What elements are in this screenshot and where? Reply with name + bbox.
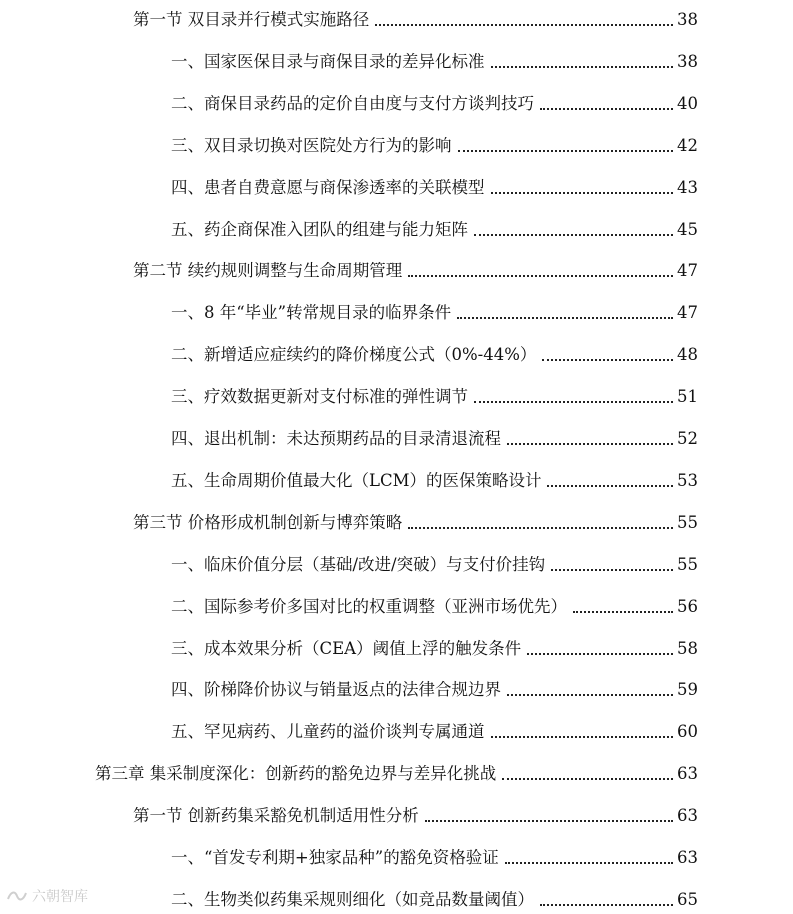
toc-entry-section[interactable] xyxy=(133,258,698,284)
toc-entry-page-number: 48 xyxy=(677,345,698,364)
toc-entry-page-number: 45 xyxy=(677,220,698,239)
dot-leader xyxy=(542,359,673,361)
toc-entry-title: 三、双目录切换对医院处方行为的影响 xyxy=(171,136,452,155)
toc-entry-page-number: 52 xyxy=(677,429,698,448)
toc-entry-page-number: 47 xyxy=(677,303,698,322)
dot-leader xyxy=(474,401,673,403)
toc-entry-title: 二、国际参考价多国对比的权重调整（亚洲市场优先） xyxy=(171,597,567,616)
toc-entry-page-number: 60 xyxy=(677,722,698,741)
toc-entry-chapter[interactable] xyxy=(95,761,698,787)
dot-leader xyxy=(425,820,673,822)
toc-entry-item[interactable] xyxy=(171,175,698,201)
toc-entry-item[interactable] xyxy=(171,217,698,243)
toc-entry-section[interactable] xyxy=(133,803,698,829)
toc-entry-title: 一、国家医保目录与商保目录的差异化标准 xyxy=(171,52,485,71)
toc-entry-item[interactable] xyxy=(171,887,698,913)
toc-entry-section[interactable] xyxy=(133,510,698,536)
toc-entry-title: 一、临床价值分层（基础/改进/突破）与支付价挂钩 xyxy=(171,555,546,574)
toc-entry-page-number: 59 xyxy=(677,680,698,699)
dot-leader xyxy=(540,904,673,906)
dot-leader xyxy=(457,317,673,319)
toc-entry-title: 二、生物类似药集采规则细化（如竞品数量阈值） xyxy=(171,890,534,909)
toc-entry-page-number: 55 xyxy=(677,555,698,574)
toc-entry-title: 一、8 年“毕业”转常规目录的临界条件 xyxy=(171,303,452,322)
watermark-text: 六朝智库 xyxy=(32,889,88,905)
toc-entry-title: 二、新增适应症续约的降价梯度公式（0%-44%） xyxy=(171,345,537,364)
toc-entry-item[interactable] xyxy=(171,426,698,452)
toc-entry-page-number: 56 xyxy=(677,597,698,616)
toc-entry-item[interactable] xyxy=(171,49,698,75)
dot-leader xyxy=(547,485,673,487)
dot-leader xyxy=(458,150,674,152)
toc-entry-page-number: 43 xyxy=(677,178,698,197)
toc-entry-title: 五、药企商保准入团队的组建与能力矩阵 xyxy=(171,220,468,239)
dot-leader xyxy=(573,611,673,613)
toc-entry-page-number: 38 xyxy=(677,52,698,71)
toc-entry-page-number: 63 xyxy=(677,764,698,783)
toc-entry-page-number: 47 xyxy=(677,261,698,280)
toc-entry-title: 第二节 续约规则调整与生命周期管理 xyxy=(133,261,403,280)
toc-entry-item[interactable] xyxy=(171,552,698,578)
toc-entry-page-number: 38 xyxy=(677,10,698,29)
toc-entry-title: 第一节 创新药集采豁免机制适用性分析 xyxy=(133,806,419,825)
dot-leader xyxy=(408,527,673,529)
dot-leader xyxy=(540,108,673,110)
dot-leader xyxy=(505,862,673,864)
toc-entry-page-number: 63 xyxy=(677,848,698,867)
toc-entry-title: 一、“首发专利期+独家品种”的豁免资格验证 xyxy=(171,848,499,867)
toc-entry-item[interactable] xyxy=(171,594,698,620)
toc-entry-page-number: 55 xyxy=(677,513,698,532)
toc-entry-page-number: 51 xyxy=(677,387,698,406)
toc-entry-item[interactable] xyxy=(171,845,698,871)
toc-entry-title: 第一节 双目录并行模式实施路径 xyxy=(133,10,370,29)
toc-entry-item[interactable] xyxy=(171,468,698,494)
brand-logo-icon xyxy=(6,889,28,903)
toc-entry-title: 第三章 集采制度深化：创新药的豁免边界与差异化挑战 xyxy=(95,764,497,783)
toc-entry-title: 四、退出机制：未达预期药品的目录清退流程 xyxy=(171,429,501,448)
toc-entry-title: 五、生命周期价值最大化（LCM）的医保策略设计 xyxy=(171,471,542,490)
dot-leader xyxy=(408,275,673,277)
toc-entry-section[interactable] xyxy=(133,7,698,33)
toc-entry-page-number: 40 xyxy=(677,94,698,113)
dot-leader xyxy=(527,653,673,655)
toc-entry-title: 四、阶梯降价协议与销量返点的法律合规边界 xyxy=(171,680,501,699)
toc-entry-title: 二、商保目录药品的定价自由度与支付方谈判技巧 xyxy=(171,94,534,113)
toc-entry-item[interactable] xyxy=(171,342,698,368)
toc-entry-item[interactable] xyxy=(171,133,698,159)
toc-entry-page-number: 53 xyxy=(677,471,698,490)
dot-leader xyxy=(551,569,673,571)
toc-entry-item[interactable] xyxy=(171,300,698,326)
watermark xyxy=(6,886,88,906)
dot-leader xyxy=(375,24,673,26)
dot-leader xyxy=(491,736,674,738)
toc-entry-title: 三、成本效果分析（CEA）阈值上浮的触发条件 xyxy=(171,639,522,658)
toc-entry-page-number: 42 xyxy=(677,136,698,155)
toc-entry-title: 三、疗效数据更新对支付标准的弹性调节 xyxy=(171,387,468,406)
toc-entry-item[interactable] xyxy=(171,636,698,662)
toc-entry-title: 五、罕见病药、儿童药的溢价谈判专属通道 xyxy=(171,722,485,741)
dot-leader xyxy=(507,694,673,696)
dot-leader xyxy=(491,192,674,194)
toc-entry-page-number: 63 xyxy=(677,806,698,825)
dot-leader xyxy=(507,443,673,445)
toc-entry-item[interactable] xyxy=(171,91,698,117)
toc-entry-item[interactable] xyxy=(171,677,698,703)
toc-entry-item[interactable] xyxy=(171,384,698,410)
toc-entry-title: 四、患者自费意愿与商保渗透率的关联模型 xyxy=(171,178,485,197)
dot-leader xyxy=(502,778,673,780)
dot-leader xyxy=(491,66,674,68)
toc-entry-title: 第三节 价格形成机制创新与博弈策略 xyxy=(133,513,403,532)
toc-entry-page-number: 58 xyxy=(677,639,698,658)
toc-entry-item[interactable] xyxy=(171,719,698,745)
dot-leader xyxy=(474,234,673,236)
toc-entry-page-number: 65 xyxy=(677,890,698,909)
